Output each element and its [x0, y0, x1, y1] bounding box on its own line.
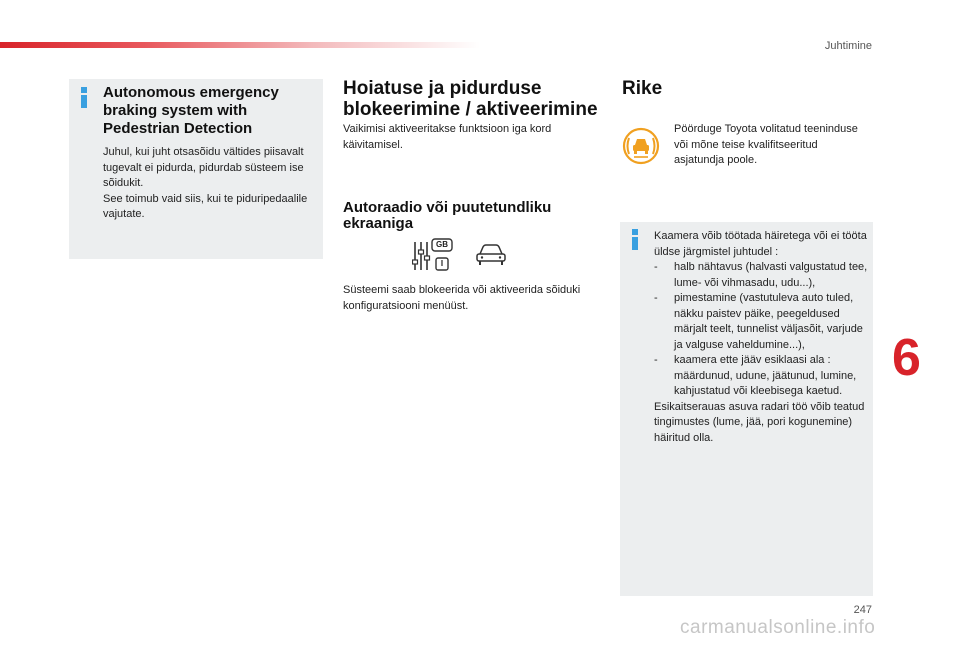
info-box-paragraph: See toimub vaid siis, kui te piduripedaalile vajutate. — [103, 192, 308, 220]
icon-badge-top: GB — [436, 240, 448, 249]
car-front-icon — [475, 244, 507, 266]
malfunction-warning-text: Pöörduge Toyota volitatud teeninduse või mõne teise kvalifitseeritud asjatundja poole. — [674, 123, 858, 166]
info-box-title: Autonomous emergency braking system with Pedestrian Detection — [103, 84, 279, 137]
list-dash: - — [654, 261, 658, 273]
list-dash: - — [654, 292, 658, 304]
page-number: 247 — [853, 604, 872, 616]
header-color-bar — [0, 42, 480, 48]
icon-badge-bottom: I — [440, 259, 444, 268]
section-heading-deactivation: Hoiatuse ja pidurduse blokeerimine / aktiveerimine — [343, 78, 598, 120]
camera-info-text — [654, 229, 868, 446]
info-box-paragraph: Juhul, kui juht otsasõidu vältides piisavalt tugevalt ei pidurda, pidurdab süsteem ise sõidukit. — [103, 146, 304, 189]
list-item: - halb nähtavus (halvasti valgustatud tee, lume- või vihmasadu, udu...), — [654, 261, 868, 289]
deactivation-intro: Vaikimisi aktiveeritakse funktsioon iga kord käivitamisel. — [343, 123, 552, 151]
camera-info-outro: Esikaitserauas asuva radari töö võib teatud tingimustes (lume, jää, pori kogunemine) häiritud olla. — [654, 400, 865, 444]
camera-conditions-list — [654, 260, 868, 400]
subheading-touchscreen: Autoraadio või puutetundliku ekraaniga — [343, 199, 552, 232]
section-name: Juhtimine — [824, 40, 872, 52]
list-dash: - — [654, 354, 658, 366]
info-box-text — [103, 145, 313, 223]
chapter-number: 6 — [892, 329, 921, 387]
list-item: - pimestamine (vastutuleva auto tuled, näkku paistev päike, peegeldused märjalt teelt, tunnelist väljasõit, varjude ja valguse vaheldumine...), — [654, 292, 863, 351]
camera-info-intro: Kaamera võib töötada häiretega või ei tööta üldse järgmistel juhtudel : — [654, 230, 867, 258]
deactivation-body: Süsteemi saab blokeerida või aktiveerida sõiduki konfiguratsiooni menüüst. — [343, 284, 581, 312]
list-item: - kaamera ette jääv esiklaasi ala : määrdunud, udune, jäätunud, lumine, kahjustatud või kleebisega kaetud. — [654, 354, 857, 397]
info-icon — [631, 229, 639, 250]
watermark: carmanualsonline.info — [680, 617, 876, 638]
settings-sliders-icon — [412, 238, 454, 272]
info-icon — [80, 87, 88, 108]
section-heading-malfunction: Rike — [622, 78, 663, 99]
warning-car-brake-icon — [622, 127, 660, 165]
